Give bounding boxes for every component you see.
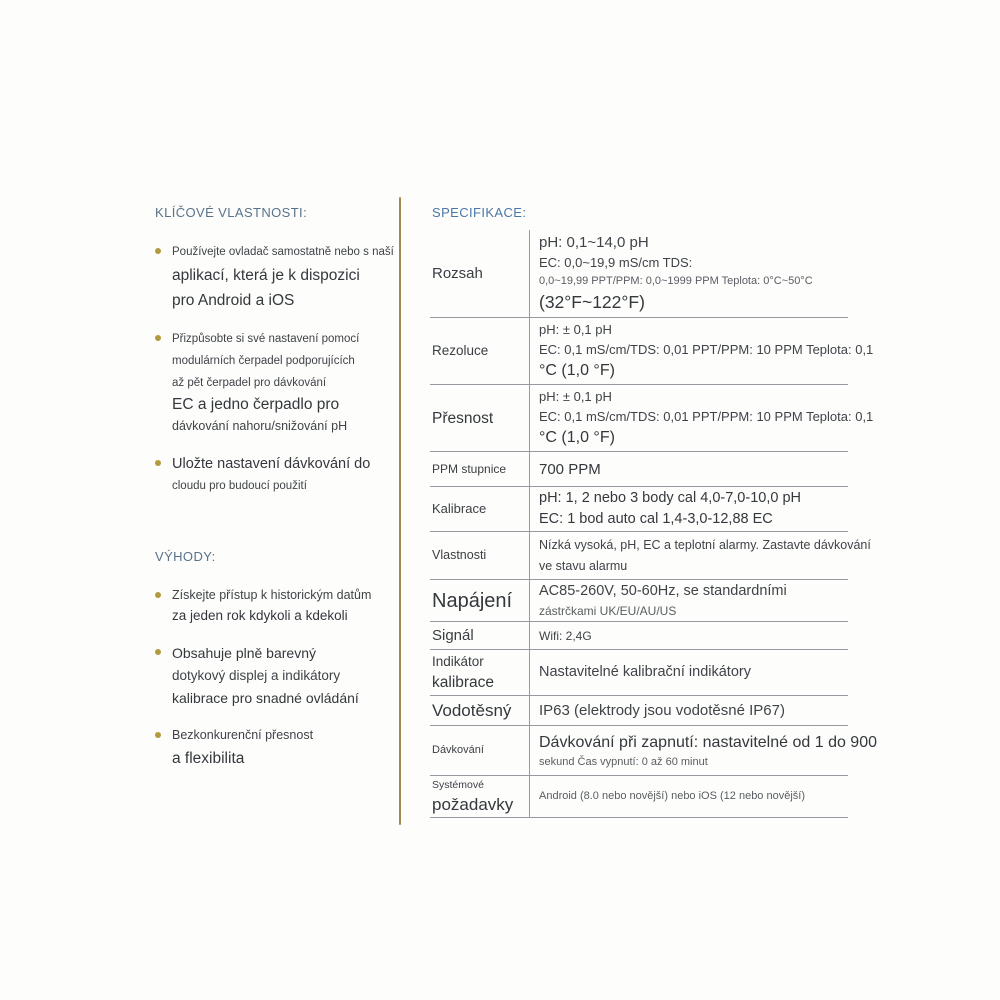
spec-label: Rezoluce — [432, 343, 489, 358]
benefit-item — [155, 725, 405, 771]
table-row — [430, 318, 874, 385]
specifications-title: SPECIFIKACE: — [432, 205, 527, 220]
spec-label: Signál — [432, 627, 474, 644]
bullet-dot-icon — [155, 649, 161, 655]
table-row — [430, 452, 848, 487]
spec-value: pH: ± 0,1 pH EC: 0,1 mS/cm/TDS: 0,01 PPT/PPM: 10 PPM Teplota: 0,1 °C (1,0 °F) — [529, 318, 873, 384]
spec-label: PPM stupnice — [432, 462, 507, 476]
bullet-dot-icon — [155, 248, 161, 254]
feature-item — [155, 453, 405, 497]
table-row — [430, 487, 848, 532]
spec-label: Vlastnosti — [432, 548, 487, 562]
spec-label: Kalibrace — [432, 501, 487, 517]
benefit-text: Obsahuje plně barevný dotykový displej a indikátory kalibrace pro snadné ovládání — [172, 645, 359, 706]
feature-item — [155, 328, 405, 438]
spec-value: pH: ± 0,1 pH EC: 0,1 mS/cm/TDS: 0,01 PPT/PPM: 10 PPM Teplota: 0,1 °C (1,0 °F) — [529, 385, 873, 451]
spec-value: Android (8.0 nebo novější) nebo iOS (12 nebo novější) — [529, 776, 848, 817]
bullet-dot-icon — [155, 732, 161, 738]
spec-value: IP63 (elektrody jsou vodotěsné IP67) — [529, 696, 848, 725]
spec-label: Napájení — [432, 589, 513, 612]
spec-label: Vodotěsný — [432, 700, 512, 720]
table-row — [430, 622, 848, 650]
spec-label: Rozsah — [432, 265, 483, 282]
spec-value: pH: 1, 2 nebo 3 body cal 4,0-7,0-10,0 pH EC: 1 bod auto cal 1,4-3,0-12,88 EC — [529, 487, 848, 531]
feature-text: Používejte ovladač samostatně nebo s naší aplikací, která je k dispozici pro Android a iOS — [172, 246, 394, 309]
benefit-text: Získejte přístup k historickým datům za jeden rok kdykoli a kdekoli — [172, 588, 372, 623]
table-row — [430, 385, 874, 452]
benefits-title: VÝHODY: — [155, 549, 216, 564]
feature-text: Přizpůsobte si své nastavení pomocí modulárních čerpadel podporujících až pět čerpadel pro dávkování EC a jedno čerpadlo pro dávkování nahoru/snižování pH — [172, 333, 360, 433]
table-row — [430, 580, 848, 622]
bullet-dot-icon — [155, 460, 161, 466]
spec-value: AC85-260V, 50-60Hz, se standardními zástrčkami UK/EU/AU/US — [529, 580, 848, 621]
table-row — [430, 532, 871, 580]
table-row — [430, 650, 848, 696]
benefit-text: Bezkonkurenční přesnost a flexibilita — [172, 728, 314, 767]
spec-value: Dávkování při zapnutí: nastavitelné od 1 do 900 sekund Čas vypnutí: 0 až 60 minut — [529, 726, 877, 775]
spec-label: Dávkování — [432, 744, 484, 756]
spec-label: Indikátor kalibrace — [432, 653, 495, 691]
spec-value: Nízká vysoká, pH, EC a teplotní alarmy. Zastavte dávkování ve stavu alarmu — [529, 532, 871, 579]
key-features-title: KLÍČOVÉ VLASTNOSTI: — [155, 205, 308, 220]
table-row — [430, 726, 877, 776]
spec-label: Přesnost — [432, 409, 494, 427]
key-features-column — [155, 205, 405, 786]
spec-value: pH: 0,1~14,0 pH EC: 0,0~19,9 mS/cm TDS: 0,0~19,99 PPT/PPM: 0,0~1999 PPM Teplota: 0°C~50°C (32°F~122°F) — [529, 230, 848, 317]
feature-item — [155, 241, 405, 313]
bullet-dot-icon — [155, 335, 161, 341]
spec-value: Wifi: 2,4G — [529, 622, 848, 649]
benefit-item — [155, 585, 405, 627]
spec-label: Systémové požadavky — [432, 778, 514, 814]
table-row — [430, 776, 848, 818]
benefits-section — [155, 549, 405, 771]
table-row — [430, 696, 848, 726]
benefit-item — [155, 642, 405, 710]
table-row — [430, 230, 848, 318]
specifications-table — [430, 230, 877, 818]
spec-value: 700 PPM — [529, 452, 848, 486]
spec-value: Nastavitelné kalibrační indikátory — [529, 650, 848, 695]
bullet-dot-icon — [155, 592, 161, 598]
feature-text: Uložte nastavení dávkování do cloudu pro budoucí použití — [172, 456, 371, 492]
